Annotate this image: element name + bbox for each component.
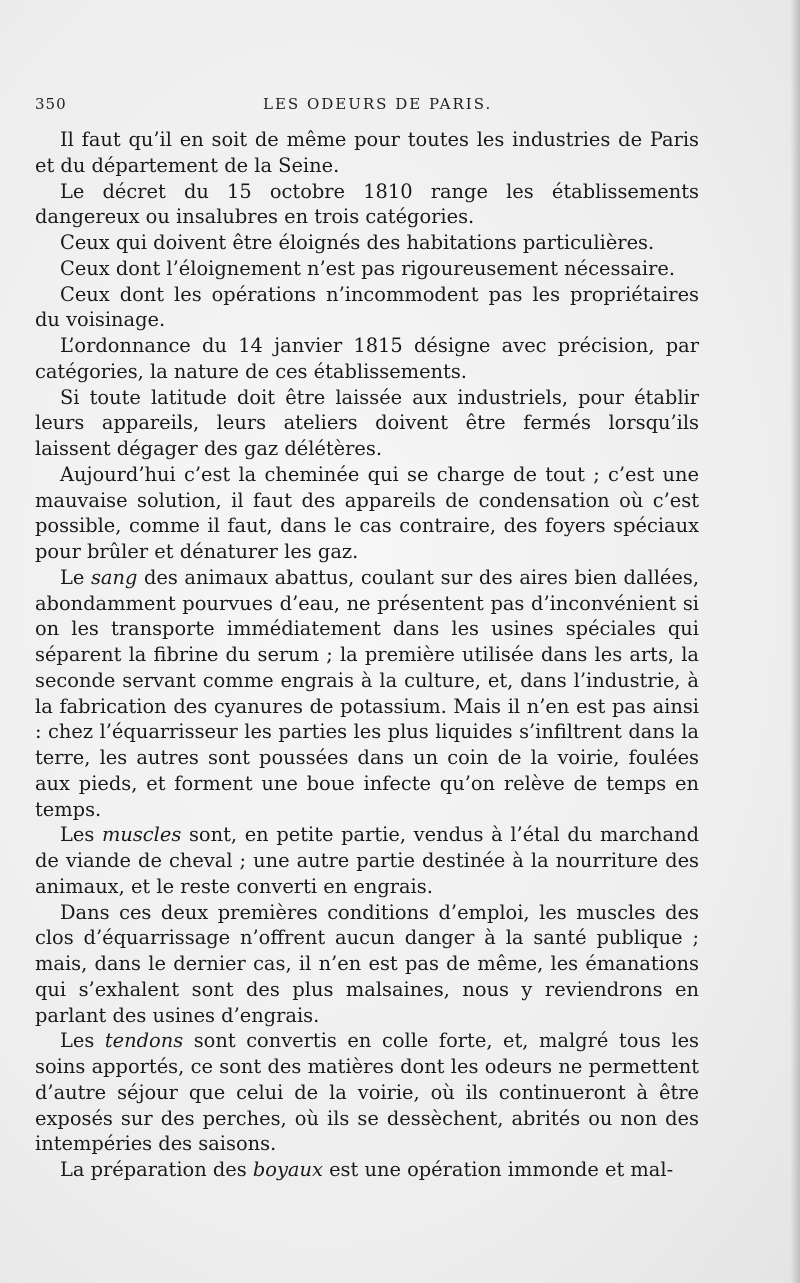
paragraph-text: est une opération immonde et mal- <box>322 1158 674 1181</box>
paragraph-text: La préparation des <box>60 1158 253 1181</box>
body-text <box>35 127 699 1183</box>
running-title: LES ODEURS DE PARIS. <box>263 95 493 113</box>
italic-term: sang <box>90 565 138 589</box>
paragraph-text: Le décret du 15 octobre 1810 range les établissements dangereux ou insalubres en trois catégories. <box>35 179 699 229</box>
paragraph-text: Il faut qu’il en soit de même pour toutes les industries de Paris et du département de la Seine. <box>35 128 699 177</box>
page-number: 350 <box>35 95 67 113</box>
paragraph <box>35 282 699 334</box>
paragraph <box>35 127 699 179</box>
paragraph <box>35 230 699 256</box>
page-edge-shadow <box>790 0 800 1283</box>
paragraph <box>35 822 699 899</box>
paragraph <box>35 256 699 282</box>
paragraph <box>35 462 699 565</box>
paragraph <box>35 565 699 823</box>
running-head <box>35 95 695 119</box>
paragraph-text: Le <box>60 565 91 589</box>
paragraph-text: Aujourd’hui c’est la cheminée qui se charge de tout ; c’est une mauvaise solution, il faut des appareils de condensation où c’est possible, comme il faut, dans le cas contraire, des foyers spéciaux pour brûler et dénaturer les gaz. <box>35 462 699 563</box>
paragraph <box>35 385 699 462</box>
paragraph <box>35 900 699 1029</box>
paragraph-text: Les <box>60 1029 105 1053</box>
paragraph-text: Les <box>60 823 102 847</box>
paragraph-text: Ceux dont les opérations n’incommodent pas les propriétaires du voisinage. <box>35 282 699 332</box>
paragraph-text: L’ordonnance du 14 janvier 1815 désigne avec précision, par catégories, la nature de ces établissements. <box>35 334 699 383</box>
paragraph <box>35 1028 699 1157</box>
paragraph-text: Dans ces deux premières conditions d’emploi, les muscles des clos d’équarrissage n’offrent aucun danger à la santé publique ; mais, dans le dernier cas, il n’en est pas de même, les émanations qui s’exhalent sont des plus malsaines, nous y reviendrons en parlant des usines d’engrais. <box>35 900 699 1027</box>
italic-term: tendons <box>104 1029 184 1053</box>
paragraph <box>35 333 699 385</box>
paragraph-text: Ceux qui doivent être éloignés des habitations particulières. <box>60 231 655 254</box>
paragraph-text: Ceux dont l’éloignement n’est pas rigoureusement nécessaire. <box>60 256 676 280</box>
paragraph <box>35 179 699 231</box>
paragraph-text: des animaux abattus, coulant sur des aires bien dallées, abondamment pourvues d’eau, ne présentent pas d’inconvénient si on les transporte immédiatement dans les usines spéciales qui séparent la fibrine du serum ; la première utilisée dans les arts, la seconde servant comme engrais à la culture, et, dans l’industrie, à la fabrication des cyanures de potassium. Mais il n’en est pas ainsi : chez l’équarrisseur les parties les plus liquides s’infiltrent dans la terre, les autres sont poussées dans un coin de la voirie, foulées aux pieds, et forment une boue infecte qu’on relève de temps en temps. <box>35 565 700 821</box>
italic-term: boyaux <box>252 1158 323 1181</box>
paragraph-text: sont convertis en colle forte, et, malgré tous les soins apportés, ce sont des matières dont les odeurs ne permettent d’autre séjour que celui de la voirie, où ils continueront à être exposés sur des perches, où ils se dessèchent, abrités ou non des intempéries des saisons. <box>35 1029 700 1156</box>
paragraph-text: Si toute latitude doit être laissée aux industriels, pour établir leurs appareils, leurs ateliers doivent être fermés lorsqu’ils laissent dégager des gaz délétères. <box>35 385 699 460</box>
paragraph-text: sont, en petite partie, vendus à l’étal du marchand de viande de cheval ; une autre partie destinée à la nourriture des animaux, et le reste converti en engrais. <box>35 823 699 898</box>
italic-term: muscles <box>101 823 182 847</box>
paragraph <box>35 1157 699 1183</box>
